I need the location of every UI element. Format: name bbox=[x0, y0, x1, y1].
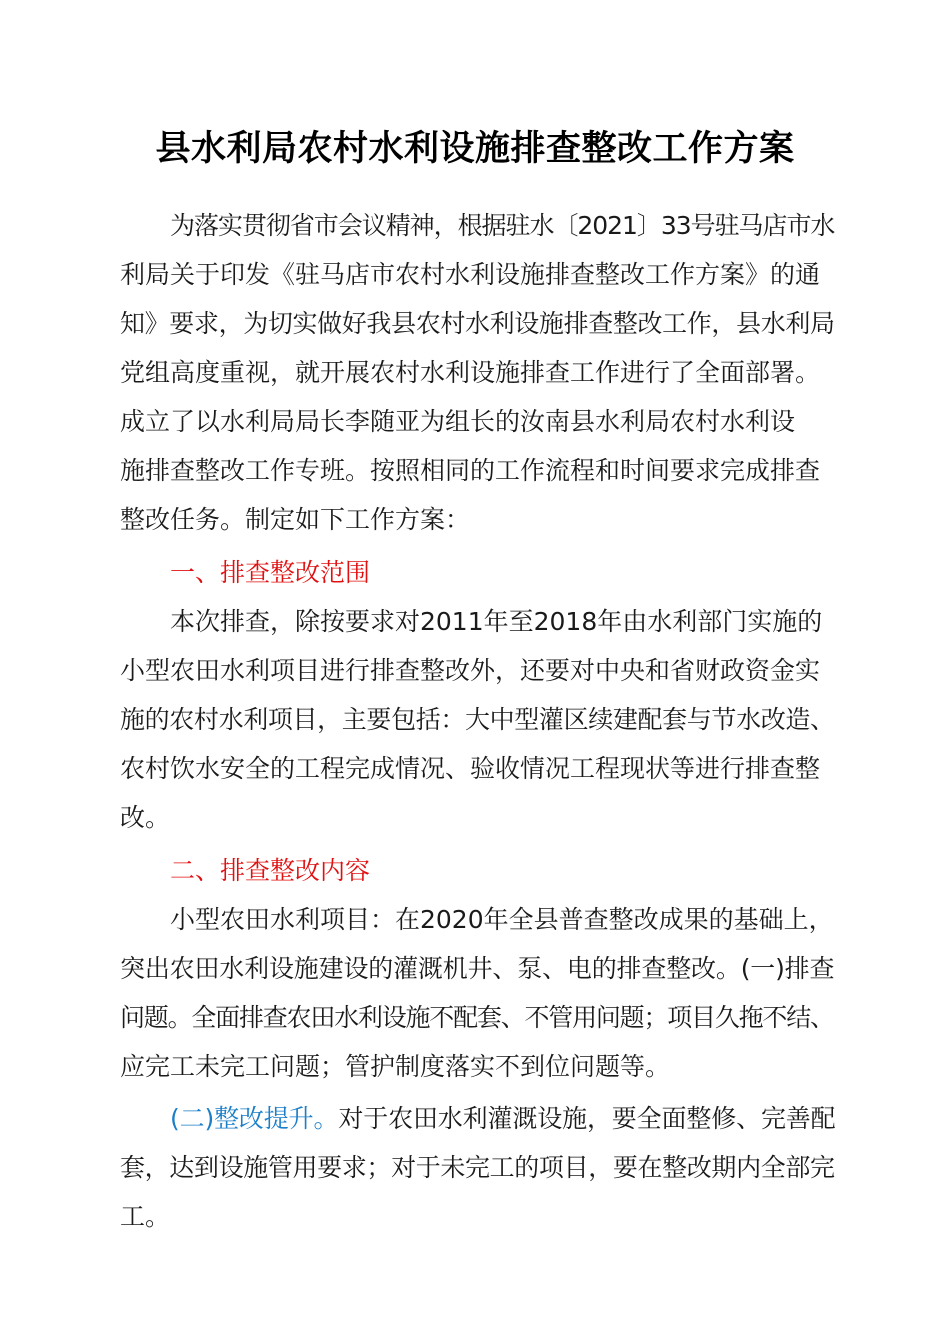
section2-line: 突出农田水利设施建设的灌溉机井、泵、电的排查整改。(一)排查 bbox=[120, 954, 835, 983]
section1-line: 本次排查，除按要求对2011年至2018年由水利部门实施的 bbox=[170, 607, 823, 636]
section2-line: 问题。全面排查农田水利设施不配套、不管用问题；项目久拖不结、 bbox=[120, 1003, 834, 1032]
section1-line: 改。 bbox=[120, 803, 171, 832]
subsection-line bbox=[170, 1104, 835, 1134]
section-heading-content: 二、排查整改内容 bbox=[170, 856, 371, 885]
section2-line: 应完工未完工问题；管护制度落实不到位问题等。 bbox=[120, 1052, 671, 1081]
subsection-heading-improve: (二)整改提升。 bbox=[170, 1104, 339, 1133]
intro-line: 施排查整改工作专班。按照相同的工作流程和时间要求完成排查 bbox=[120, 456, 821, 485]
intro-line: 成立了以水利局局长李随亚为组长的汝南县水利局农村水利设 bbox=[120, 407, 796, 436]
section2-line: 小型农田水利项目：在2020年全县普查整改成果的基础上， bbox=[170, 905, 834, 934]
document-title: 县水利局农村水利设施排查整改工作方案 bbox=[155, 128, 795, 169]
section1-line: 农村饮水安全的工程完成情况、验收情况工程现状等进行排查整 bbox=[120, 754, 821, 783]
intro-line: 为落实贯彻省市会议精神，根据驻水〔2021〕33号驻马店市水 bbox=[170, 211, 835, 240]
subsection-line: 工。 bbox=[120, 1202, 171, 1231]
intro-line: 党组高度重视，就开展农村水利设施排查工作进行了全面部署。 bbox=[120, 358, 821, 387]
subsection-line: 套，达到设施管用要求；对于未完工的项目，要在整改期内全部完 bbox=[120, 1153, 835, 1182]
intro-line: 利局关于印发《驻马店市农村水利设施排查整改工作方案》的通 bbox=[120, 260, 821, 289]
subsection-text: 对于农田水利灌溉设施，要全面整修、完善配 bbox=[338, 1104, 836, 1133]
intro-line: 知》要求，为切实做好我县农村水利设施排查整改工作，县水利局 bbox=[120, 309, 835, 338]
section1-line: 小型农田水利项目进行排查整改外，还要对中央和省财政资金实 bbox=[120, 656, 821, 685]
section-heading-scope: 一、排查整改范围 bbox=[170, 558, 371, 587]
intro-line: 整改任务。制定如下工作方案： bbox=[120, 505, 471, 534]
section1-line: 施的农村水利项目，主要包括：大中型灌区续建配套与节水改造、 bbox=[120, 705, 835, 734]
